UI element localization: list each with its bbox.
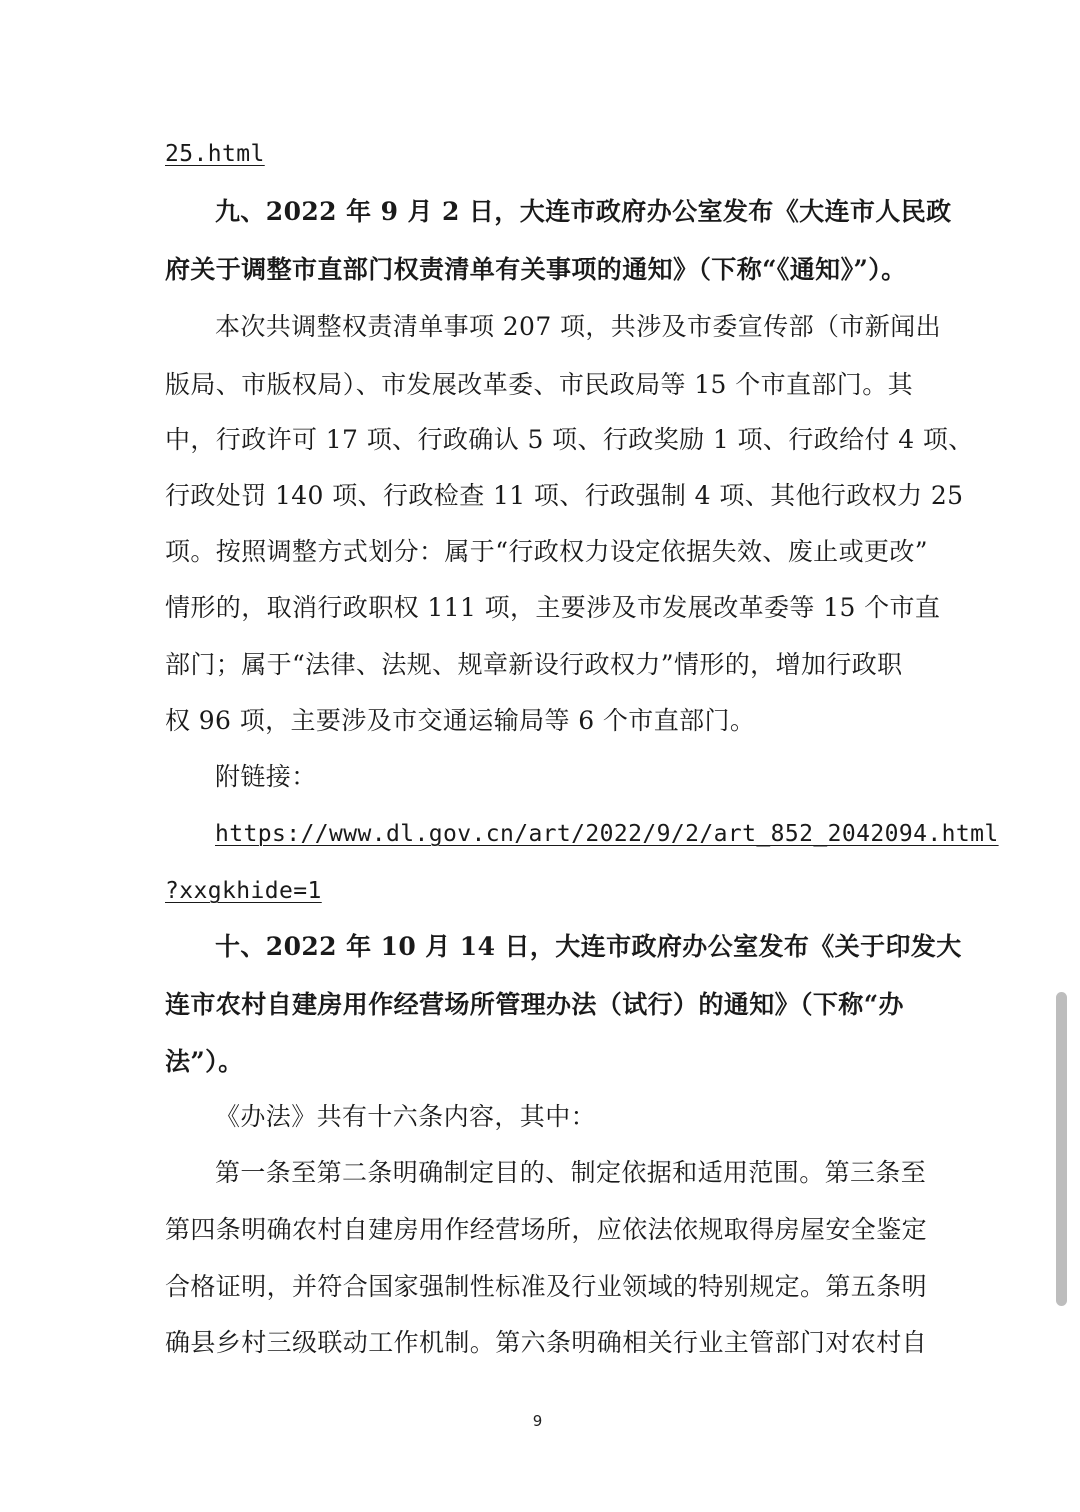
paragraph-line: 项。按照调整方式划分：属于“行政权力设定依据失效、废止或更改” bbox=[165, 537, 928, 566]
paragraph-line: 第一条至第二条明确制定目的、制定依据和适用范围。第三条至 bbox=[215, 1158, 927, 1187]
page-number: 9 bbox=[532, 1412, 543, 1430]
paragraph-line: 部门；属于“法律、法规、规章新设行政权力”情形的，增加行政职 bbox=[165, 650, 903, 679]
paragraph-line: 权 96 项，主要涉及市交通运输局等 6 个市直部门。 bbox=[165, 706, 756, 735]
paragraph-line: 确县乡村三级联动工作机制。第六条明确相关行业主管部门对农村自 bbox=[165, 1328, 928, 1357]
paragraph-line: 本次共调整权责清单事项 207 项，共涉及市委宣传部（市新闻出 bbox=[215, 312, 942, 341]
link-tail-text[interactable]: 25.html bbox=[165, 141, 265, 167]
section-10-heading-line-1: 十、2022 年 10 月 14 日，大连市政府办公室发布《关于印发大 bbox=[215, 932, 962, 961]
paragraph-line: 版局、市版权局）、市发展改革委、市民政局等 15 个市直部门。其 bbox=[165, 370, 914, 399]
paragraph-line: 行政处罚 140 项、行政检查 11 项、行政强制 4 项、其他行政权力 25 bbox=[165, 481, 964, 510]
section-10-heading-line-3: 法”）。 bbox=[165, 1047, 244, 1076]
paragraph-line: 第四条明确农村自建房用作经营场所，应依法依规取得房屋安全鉴定 bbox=[165, 1215, 928, 1244]
paragraph-line: 《办法》共有十六条内容，其中： bbox=[215, 1102, 597, 1131]
paragraph-line: 中，行政许可 17 项、行政确认 5 项、行政奖励 1 项、行政给付 4 项、 bbox=[165, 425, 974, 454]
scrollbar-thumb[interactable] bbox=[1056, 992, 1067, 1306]
attachment-label: 附链接： bbox=[215, 762, 317, 791]
section-10-heading-line-2: 连市农村自建房用作经营场所管理办法（试行）的通知》（下称“办 bbox=[165, 990, 904, 1019]
section-9-heading-line-1: 九、2022 年 9 月 2 日，大连市政府办公室发布《大连市人民政 bbox=[215, 197, 952, 226]
paragraph-line: 合格证明，并符合国家强制性标准及行业领域的特别规定。第五条明 bbox=[165, 1272, 928, 1301]
attachment-link[interactable]: https://www.dl.gov.cn/art/2022/9/2/art_852_2042094.html bbox=[215, 821, 999, 847]
section-9-heading-line-2: 府关于调整市直部门权责清单有关事项的通知》（下称“《通知》”）。 bbox=[165, 255, 907, 284]
attachment-link-continued[interactable]: ?xxgkhide=1 bbox=[165, 878, 322, 904]
paragraph-line: 情形的，取消行政职权 111 项，主要涉及市发展改革委等 15 个市直 bbox=[165, 593, 941, 622]
